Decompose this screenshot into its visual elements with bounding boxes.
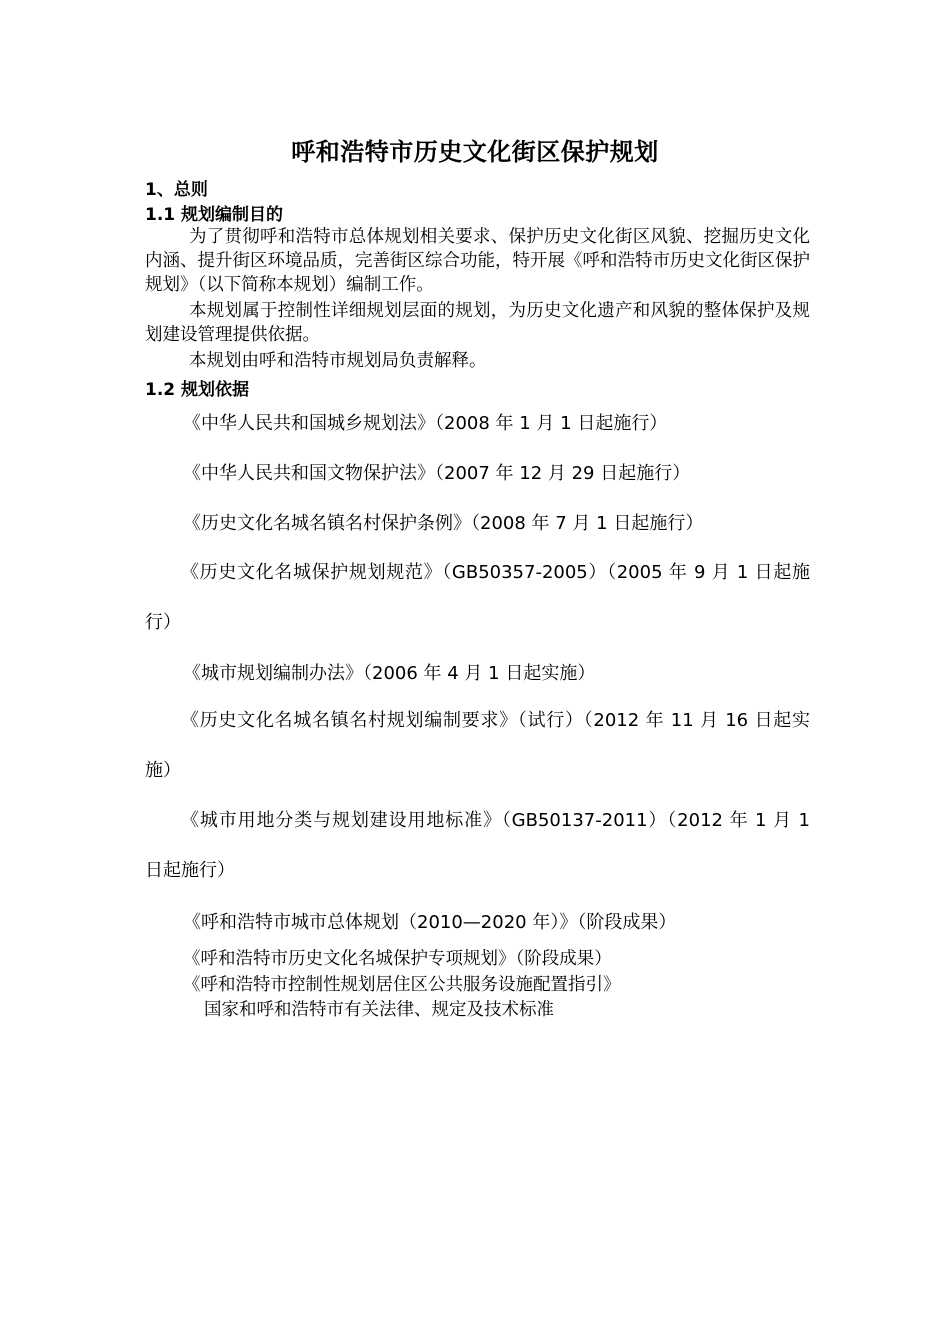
reference-item: 《中华人民共和国城乡规划法》（2008 年 1 月 1 日起施行） — [183, 413, 668, 434]
reference-item: 《呼和浩特市历史文化名城保护专项规划》（阶段成果） — [183, 949, 612, 969]
section-heading-general: 1、总则 — [145, 180, 208, 200]
reference-item: 《中华人民共和国文物保护法》（2007 年 12 月 29 日起施行） — [183, 463, 691, 484]
reference-item: 《呼和浩特市控制性规划居住区公共服务设施配置指引》 — [183, 975, 621, 995]
paragraph-scope: 本规划属于控制性详细规划层面的规划，为历史文化遗产和风貌的整体保护及规划建设管理提供依据。 — [145, 301, 810, 345]
section-heading-purpose: 1.1 规划编制目的 — [145, 205, 284, 225]
reference-item: 《城市规划编制办法》（2006 年 4 月 1 日起实施） — [183, 663, 596, 684]
reference-item: 《呼和浩特市城市总体规划（2010—2020 年）》（阶段成果） — [183, 912, 677, 933]
reference-item: 《历史文化名城名镇名村规划编制要求》（试行）（2012 年 11 月 16 日起实施） — [145, 710, 810, 781]
reference-item: 《历史文化名城保护规划规范》（GB50357-2005）（2005 年 9 月 1 日起施行） — [145, 562, 810, 633]
paragraph-purpose: 为了贯彻呼和浩特市总体规划相关要求、保护历史文化街区风貌、挖掘历史文化内涵、提升街区环境品质，完善街区综合功能，特开展《呼和浩特市历史文化街区保护规划》（以下简称本规划）编制工作。 — [145, 227, 810, 295]
reference-item: 国家和呼和浩特市有关法律、规定及技术标准 — [204, 1000, 554, 1020]
reference-item: 《城市用地分类与规划建设用地标准》（GB50137-2011）（2012 年 1 月 1 日起施行） — [145, 810, 810, 881]
paragraph-interpretation: 本规划由呼和浩特市规划局负责解释。 — [189, 351, 487, 371]
document-title: 呼和浩特市历史文化街区保护规划 — [291, 138, 659, 166]
reference-item: 《历史文化名城名镇名村保护条例》（2008 年 7 月 1 日起施行） — [183, 513, 704, 534]
section-heading-basis: 1.2 规划依据 — [145, 380, 250, 400]
